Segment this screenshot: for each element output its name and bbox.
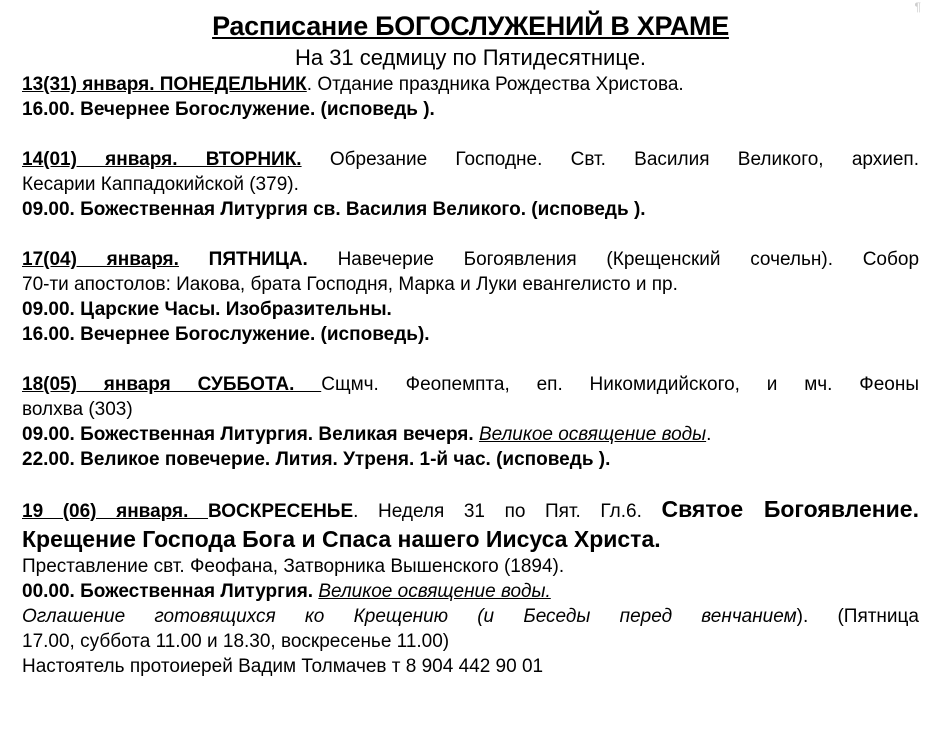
day4-desc-line2: волхва (303) [22,399,133,420]
spacer [22,122,919,147]
day5-week: . Неделя 31 по Пят. Гл.6. [353,501,662,522]
day1-date: 13(31) января. ПОНЕДЕЛЬНИК [22,74,307,95]
day2-desc-line2: Кесарии Каппадокийской (379). [22,174,299,195]
day4-date: 18(05) января СУББОТА. [22,374,322,395]
day3-service1: 09.00. Царские Часы. Изобразительны. [22,299,392,320]
day4-header [22,372,919,397]
day5-service1 [22,579,919,604]
day3-desc-line2: 70-ти апостолов: Иакова, брата Господня, Марка и Луки евангелисто и пр. [22,274,678,295]
spacer [22,347,919,372]
day1-desc: . Отдание праздника Рождества Христова. [306,74,684,95]
rector-contact: Настоятель протоиерей Вадим Толмачев т 8 904 442 90 01 [22,656,544,677]
day3-desc-line1: Навечерие Богоявления (Крещенский сочельн). Собор [307,249,920,270]
day2-desc-line1: Обрезание Господне. Свт. Василия Великого, архиеп. [301,149,919,170]
day5-commemoration: Преставление свт. Феофана, Затворника Вышенского (1894). [22,556,565,577]
day2-header [22,147,919,172]
day2-service1-main: 09.00. Божественная Литургия св. Василия Великого [22,199,521,220]
notice-line2: 17.00, суббота 11.00 и 18.30, воскресенье 11.00) [22,631,450,652]
day5-feast-line2: Крещение Господа Бога и Спаса нашего Иисуса Христа. [22,526,661,552]
paragraph-mark: ¶ [914,0,921,14]
page-title: Расписание БОГОСЛУЖЕНИЙ В ХРАМЕ [212,11,729,41]
day4-desc-line1: Сщмч. Феопемпта, еп. Никомидийского, и мч. Феоны [321,374,919,395]
day4-service1-main: 09.00. Божественная Литургия. Великая вечеря. [22,424,479,445]
day5-date: 19 (06) января. [22,501,208,522]
day4-service2: 22.00. Великое повечерие. Лития. Утреня. 1-й час. (исповедь ). [22,449,611,470]
notice-line1 [22,604,919,629]
day3-weekday: ПЯТНИЦА. [178,249,308,270]
day3-header [22,247,919,272]
notice-italic: Оглашение готовящихся ко Крещению (и Беседы перед венчанием [22,606,797,627]
day5-header [22,497,919,524]
day5-service1-italic: Великое освящение воды. [318,581,551,602]
day5-weekday: ВОСКРЕСЕНЬЕ [207,501,354,522]
spacer [22,222,919,247]
day1-service1: 16.00. Вечернее Богослужение. (исповедь ). [22,99,435,120]
page-subtitle: На 31 седмицу по Пятидесятнице. [294,45,647,70]
day4-service1-italic: Великое освящение воды [478,424,707,445]
day3-service2: 16.00. Вечернее Богослужение. (исповедь). [22,324,430,345]
day2-service1 [22,197,919,222]
day2-date: 14(01) января. ВТОРНИК. [22,149,302,170]
day4-service1 [22,422,919,447]
day2-service1-tail: . (исповедь ). [520,199,646,220]
notice-rest: ). (Пятница [796,606,919,627]
day1-header [22,72,919,97]
day4-service1-end: . [706,424,712,445]
day3-date: 17(04) января. [22,249,179,270]
day5-service1-main: 00.00. Божественная Литургия. [22,581,319,602]
schedule-document [22,10,919,679]
day5-feast-part1: Святое Богоявление. [661,496,919,522]
spacer [22,472,919,497]
